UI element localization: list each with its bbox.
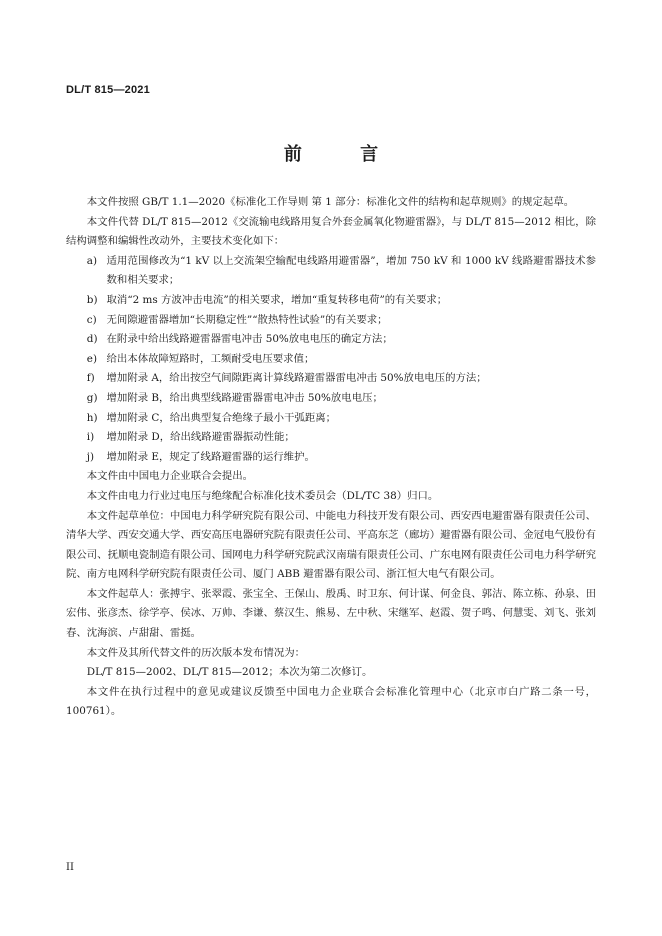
list-item xyxy=(66,330,596,350)
paragraph-technical-committee: 本文件由电力行业过电压与绝缘配合标准化技术委员会（DL/TC 38）归口。 xyxy=(86,489,439,502)
list-item-text: 增加附录 E，规定了线路避雷器的运行维护。 xyxy=(106,450,315,463)
list-item-text: 增加附录 B，给出典型线路避雷器雷电冲击 50%放电电压； xyxy=(106,391,383,404)
list-item xyxy=(66,428,596,448)
list-item-text: 增加附录 A，给出按空气间隙距离计算线路避雷器雷电冲击 50%放电电压的方法； xyxy=(106,372,487,385)
paragraph-version-history-intro: 本文件及其所代替文件的历次版本发布情况为： xyxy=(86,646,305,659)
list-item-text: 给出本体故障短路时，工频耐受电压要求值； xyxy=(106,352,315,365)
list-item xyxy=(66,350,596,370)
list-marker: j) xyxy=(86,450,95,463)
paragraph-feedback: 本文件在执行过程中的意见或建议反馈至中国电力企业联合会标准化管理中心（北京市白广路二条一号，100761）。 xyxy=(66,685,596,718)
list-item xyxy=(66,409,596,429)
list-marker: d) xyxy=(86,333,98,346)
document-code: DL/T 815—2021 xyxy=(66,84,150,96)
list-item-text: 增加附录 C，给出典型复合绝缘子最小干弧距离； xyxy=(106,411,337,424)
technical-changes-list xyxy=(66,252,596,468)
list-item xyxy=(66,291,596,311)
paragraph-replacement-note: 本文件代替 DL/T 815—2012《交流输电线路用复合外套金属氧化物避雷器》，与 DL/T 815—2012 相比，除结构调整和编辑性改动外，主要技术变化如下： xyxy=(66,215,596,248)
paragraph-drafting-organizations: 本文件起草单位：中国电力科学研究院有限公司、中能电力科技开发有限公司、西安西电避雷器有限责任公司、清华大学、西安交通大学、西安高压电器研究院有限责任公司、平高东芝（廊坊）避雷器有限公司、金冠电气股份有限公司、抚顺电瓷制造有限公司、国网电力科学研究院武汉南瑞有限责任公司、广东电网有限责任公司电力科学研究院、南方电网科学研究院有限责任公司、厦门 ABB 避雷器有限公司、浙江恒大电气有限公司。 xyxy=(66,509,596,581)
list-marker: f) xyxy=(86,372,95,385)
list-item xyxy=(66,252,596,291)
list-marker: e) xyxy=(86,352,97,365)
page-number: II xyxy=(66,862,74,873)
paragraph-version-history: DL/T 815—2002、DL/T 815—2012；本次为第二次修订。 xyxy=(86,666,373,679)
list-item xyxy=(66,448,596,468)
list-item-text: 适用范围修改为“1 kV 以上交流架空输配电线路用避雷器”，增加 750 kV 和 1000 kV 线路避雷器技术参数和相关要求； xyxy=(106,254,596,287)
list-marker: b) xyxy=(86,293,98,306)
paragraph-drafting-rules: 本文件按照 GB/T 1.1—2020《标准化工作导则 第 1 部分：标准化文件的结构和起草规则》的规定起草。 xyxy=(86,196,575,208)
page-title: 前 言 xyxy=(283,144,405,165)
list-item-text: 无间隙避雷器增加“长期稳定性”“散热特性试验”的有关要求； xyxy=(106,313,388,326)
list-item xyxy=(66,369,596,389)
list-item xyxy=(66,311,596,331)
list-item-text: 取消“2 ms 方波冲击电流”的相关要求，增加“重复转移电荷”的有关要求； xyxy=(106,293,448,306)
list-item-text: 增加附录 D，给出线路避雷器振动性能； xyxy=(106,431,295,444)
foreword-body xyxy=(66,193,596,722)
list-item xyxy=(66,389,596,409)
list-marker: i) xyxy=(86,431,95,444)
list-marker: a) xyxy=(86,254,98,267)
paragraph-proposer: 本文件由中国电力企业联合会提出。 xyxy=(86,470,254,483)
paragraph-drafters: 本文件起草人：张搏宇、张翠霞、张宝全、王保山、殷禹、时卫东、何计谋、何金良、郭洁、陈立栋、孙泉、田宏伟、张彦杰、徐学亭、侯冰、万帅、李谦、蔡汉生、熊易、左中秋、宋继军、赵霞、贺子鸣、何慧雯、刘飞、张刘春、沈海滨、卢甜甜、雷挺。 xyxy=(66,587,596,640)
list-marker: h) xyxy=(86,411,98,424)
list-marker: g) xyxy=(86,391,98,404)
list-item-text: 在附录中给出线路避雷器雷电冲击 50%放电电压的确定方法； xyxy=(106,333,393,346)
list-marker: c) xyxy=(86,313,97,326)
